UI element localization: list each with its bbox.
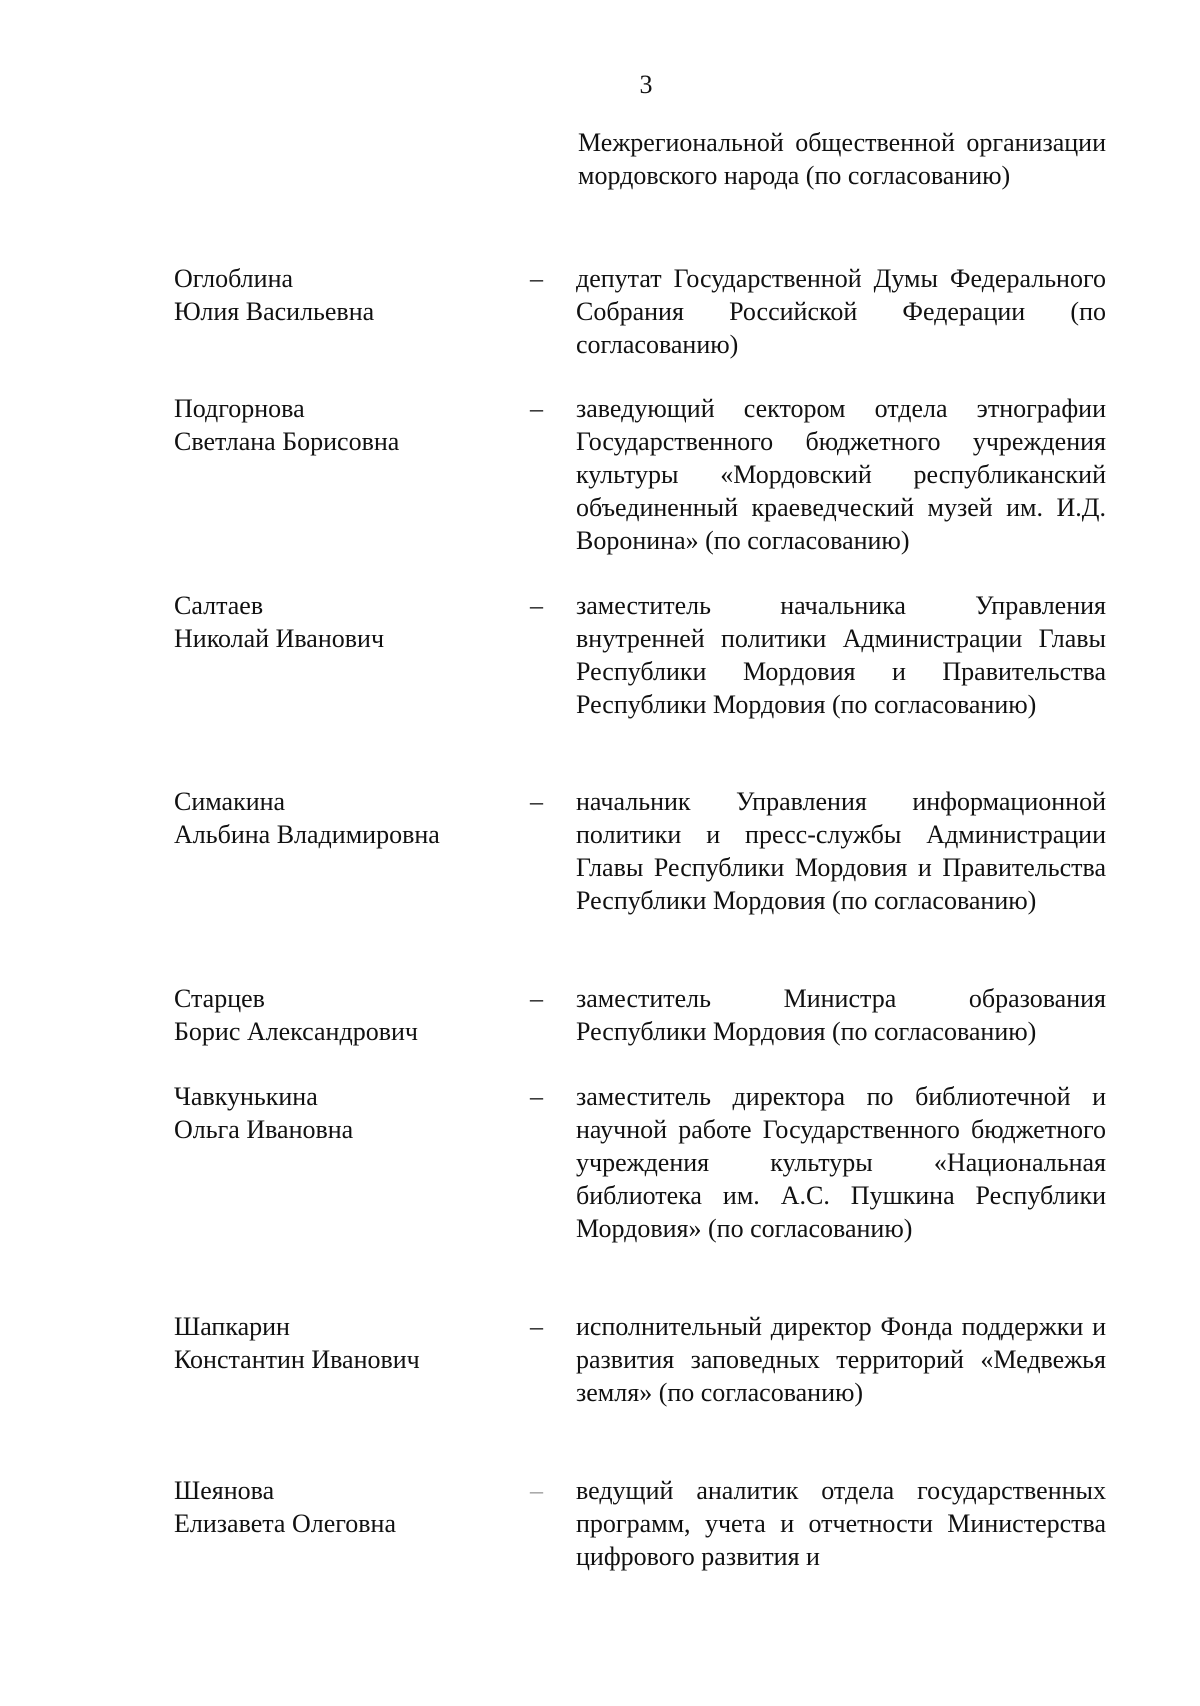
continued-position-text: Межрегиональной общественной организации мордовского народа (по согласованию): [578, 128, 1106, 190]
member-name: [174, 1310, 504, 1376]
member-surname: Оглоблина: [174, 264, 294, 293]
member-given-names: Юлия Васильевна: [174, 297, 375, 326]
member-position: ведущий аналитик отдела государственных программ, учета и отчетности Министерства цифрового развития и: [576, 1476, 1106, 1571]
dash-separator: –: [530, 1312, 543, 1341]
member-name: [174, 392, 504, 458]
member-position: депутат Государственной Думы Федерального Собрания Российской Федерации (по согласованию): [576, 264, 1106, 359]
dash-separator: –: [530, 1082, 543, 1111]
member-position: заместитель директора по библиотечной и научной работе Государственного бюджетного учреждения культуры «Национальная библиотека им. А.С. Пушкина Республики Мордовия» (по согласованию): [576, 1082, 1106, 1243]
dash-separator: –: [530, 1476, 543, 1505]
dash-separator: –: [530, 984, 543, 1013]
member-surname: Шапкарин: [174, 1312, 290, 1341]
dash-separator: –: [530, 787, 543, 816]
dash-separator: –: [530, 394, 543, 423]
member-surname: Подгорнова: [174, 394, 305, 423]
member-given-names: Елизавета Олеговна: [174, 1509, 397, 1538]
member-given-names: Альбина Владимировна: [174, 820, 440, 849]
member-name: [174, 785, 504, 851]
member-name: [174, 262, 504, 328]
dash-separator: –: [530, 591, 543, 620]
member-position: заведующий сектором отдела этнографии Государственного бюджетного учреждения культуры «Мордовский республиканский объединенный краеведческий музей им. И.Д. Воронина» (по согласованию): [576, 394, 1106, 555]
member-position: исполнительный директор Фонда поддержки и развития заповедных территорий «Медвежья земля» (по согласованию): [576, 1312, 1106, 1407]
member-given-names: Николай Иванович: [174, 624, 385, 653]
member-surname: Салтаев: [174, 591, 264, 620]
member-position: начальник Управления информационной политики и пресс-службы Администрации Главы Республики Мордовия и Правительства Республики Мордовия (по согласованию): [576, 787, 1106, 915]
member-name: [174, 589, 504, 655]
dash-separator: –: [530, 264, 543, 293]
member-surname: Старцев: [174, 984, 265, 1013]
member-given-names: Светлана Борисовна: [174, 427, 400, 456]
member-position: заместитель начальника Управления внутренней политики Администрации Главы Республики Мордовия и Правительства Республики Мордовия (по согласованию): [576, 591, 1106, 719]
member-surname: Шеянова: [174, 1476, 275, 1505]
member-given-names: Константин Иванович: [174, 1345, 420, 1374]
member-name: [174, 1474, 504, 1540]
member-position: заместитель Министра образования Республики Мордовия (по согласованию): [576, 984, 1106, 1046]
page-number: 3: [639, 70, 653, 99]
member-surname: Чавкунькина: [174, 1082, 318, 1111]
member-given-names: Ольга Ивановна: [174, 1115, 354, 1144]
member-name: [174, 1080, 504, 1146]
member-given-names: Борис Александрович: [174, 1017, 418, 1046]
member-surname: Симакина: [174, 787, 286, 816]
member-name: [174, 982, 504, 1048]
